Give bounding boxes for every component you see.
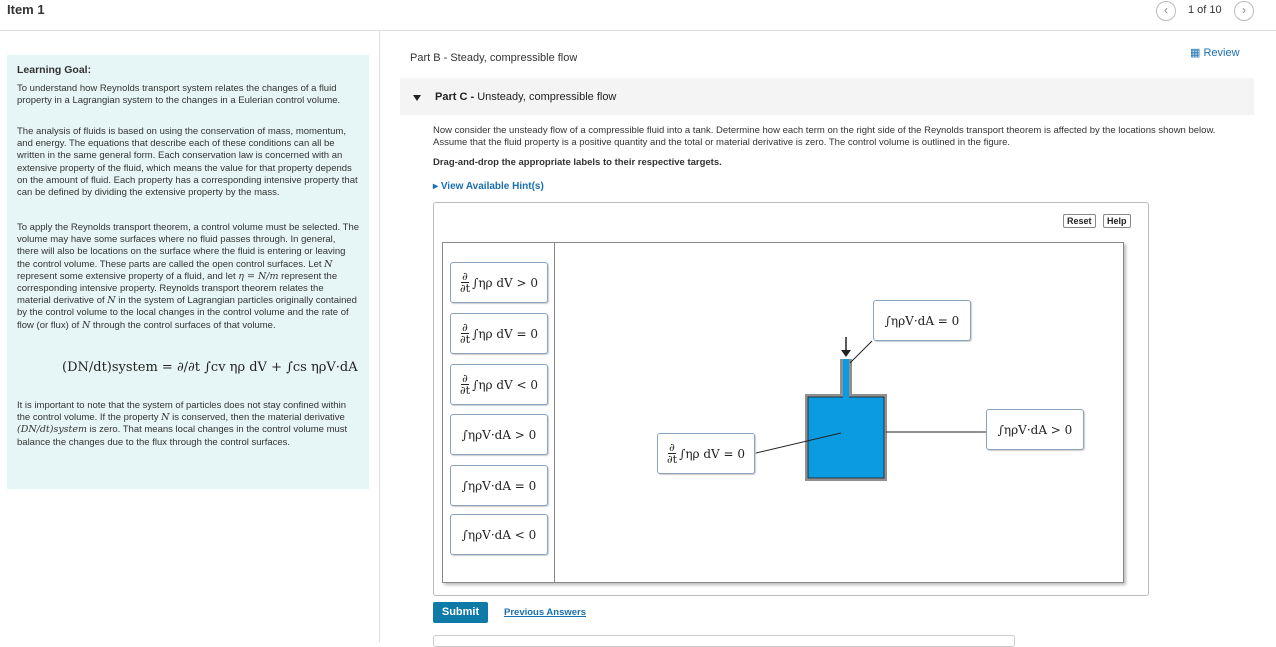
feedback-box bbox=[433, 635, 1015, 647]
placed-label-top[interactable]: ∫ηρV·dA = 0 bbox=[873, 300, 971, 341]
partial-derivative: $\frac{\partial}{\partial t}$ bbox=[666, 441, 678, 466]
chevron-left-icon: ‹ bbox=[1164, 3, 1168, 17]
top-bar bbox=[0, 0, 1276, 31]
tray-label[interactable]: ∫ηρV·dA < 0 bbox=[450, 514, 548, 555]
chevron-right-icon: › bbox=[1242, 3, 1246, 17]
placed-label-left[interactable]: $\frac{\partial}{\partial t}$ ∫ηρ dV = 0 bbox=[657, 433, 755, 474]
tray-label[interactable]: $\frac{\partial}{\partial t}$ ∫ηρ dV < 0 bbox=[450, 364, 548, 405]
previous-item-button[interactable] bbox=[1156, 1, 1176, 21]
reynolds-equation: (DN/dt)system = ∂/∂t ∫cv ηρ dV + ∫cs ηρV·dA bbox=[62, 360, 358, 375]
expand-triangle-icon: ▸ bbox=[433, 181, 439, 192]
collapse-triangle-icon bbox=[413, 95, 421, 101]
partial-derivative: $\frac{\partial}{\partial t}$ bbox=[459, 372, 471, 397]
partial-derivative: $\frac{\partial}{\partial t}$ bbox=[459, 321, 471, 346]
next-item-button[interactable] bbox=[1234, 1, 1254, 21]
item-title: Item 1 bbox=[7, 2, 45, 17]
placed-label-right[interactable]: ∫ηρV·dA > 0 bbox=[986, 409, 1084, 450]
item-counter: 1 of 10 bbox=[1188, 4, 1222, 16]
previous-answers-link[interactable]: Previous Answers bbox=[504, 607, 587, 618]
learning-goal-panel bbox=[7, 55, 369, 489]
review-icon: ▦ bbox=[1190, 47, 1201, 59]
goal-paragraph-3: To apply the Reynolds transport theorem, a control volume must be selected. The volume may have some surfaces where no fluid passes through. In general, there will also be locations on the surface where the fluid is entering or leaving the control volume. These parts are called the open control surfaces. Let N represent some extensive property of a fluid, and let η = N/m represent the corresponding intensive property. Reynolds transport theorem relates the material derivative of N in the system of Lagrangian particles originally contained by the control volume to the local changes in the control volume and the rate of flow (or flux) of N through the control surfaces of that volume. bbox=[17, 222, 360, 331]
label-tray-divider bbox=[554, 242, 555, 582]
tray-label[interactable]: $\frac{\partial}{\partial t}$ ∫ηρ dV > 0 bbox=[450, 262, 548, 303]
goal-paragraph-2: The analysis of fluids is based on using the conservation of mass, momentum, and energy. The equations that describe each of these conditions can all be written in the same general form. Each conservation law is concerned with an extensive property of the fluid, which means the value for that property depends on the amount of fluid. Each property has a corresponding intensive property that can be defined by dividing the extensive property by the mass. bbox=[17, 126, 358, 199]
tray-label[interactable]: ∫ηρV·dA > 0 bbox=[450, 414, 548, 455]
panel-divider bbox=[379, 30, 380, 642]
tank-fluid bbox=[808, 397, 884, 478]
flow-arrow-head-icon bbox=[841, 350, 851, 357]
submit-button[interactable]: Submit bbox=[433, 602, 488, 623]
goal-paragraph-1: To understand how Reynolds transport system relates the changes of a fluid property in a Lagrangian system to the changes in a Eulerian control volume. bbox=[17, 83, 341, 107]
question-description: Now consider the unsteady flow of a compressible fluid into a tank. Determine how each term on the right side of the Reynolds transport theorem is affected by the locations shown below. Assume that the fluid property is a positive quantity and the total or material derivative is zero. The control volume is outlined in the figure. bbox=[433, 125, 1216, 148]
part-c-header[interactable] bbox=[400, 78, 1254, 115]
partial-derivative: $\frac{\partial}{\partial t}$ bbox=[459, 270, 471, 295]
reset-button[interactable]: Reset bbox=[1063, 214, 1096, 228]
leader-line-top bbox=[850, 341, 872, 363]
goal-paragraph-4: It is important to note that the system of particles does not stay confined within the control volume. If the property N is conserved, then the material derivative (DN/dt)system is zero. That means local changes in the control volume must balance the changes due to the flux through the control surfaces. bbox=[17, 400, 348, 448]
review-link[interactable]: ▦ Review bbox=[1190, 47, 1240, 59]
inlet-pipe-fluid bbox=[843, 359, 849, 395]
part-b-header[interactable]: Part B - Steady, compressible flow bbox=[410, 52, 578, 64]
instruction-text: Drag-and-drop the appropriate labels to their respective targets. bbox=[433, 157, 722, 168]
help-button[interactable]: Help bbox=[1103, 214, 1131, 228]
part-c-title: Part C - Unsteady, compressible flow bbox=[435, 91, 617, 103]
tray-label[interactable]: $\frac{\partial}{\partial t}$ ∫ηρ dV = 0 bbox=[450, 313, 548, 354]
view-hints-link[interactable]: ▸ View Available Hint(s) bbox=[433, 181, 544, 192]
learning-goal-heading: Learning Goal: bbox=[17, 64, 92, 76]
tray-label[interactable]: ∫ηρV·dA = 0 bbox=[450, 465, 548, 506]
tank-inlet-opening bbox=[843, 394, 849, 399]
